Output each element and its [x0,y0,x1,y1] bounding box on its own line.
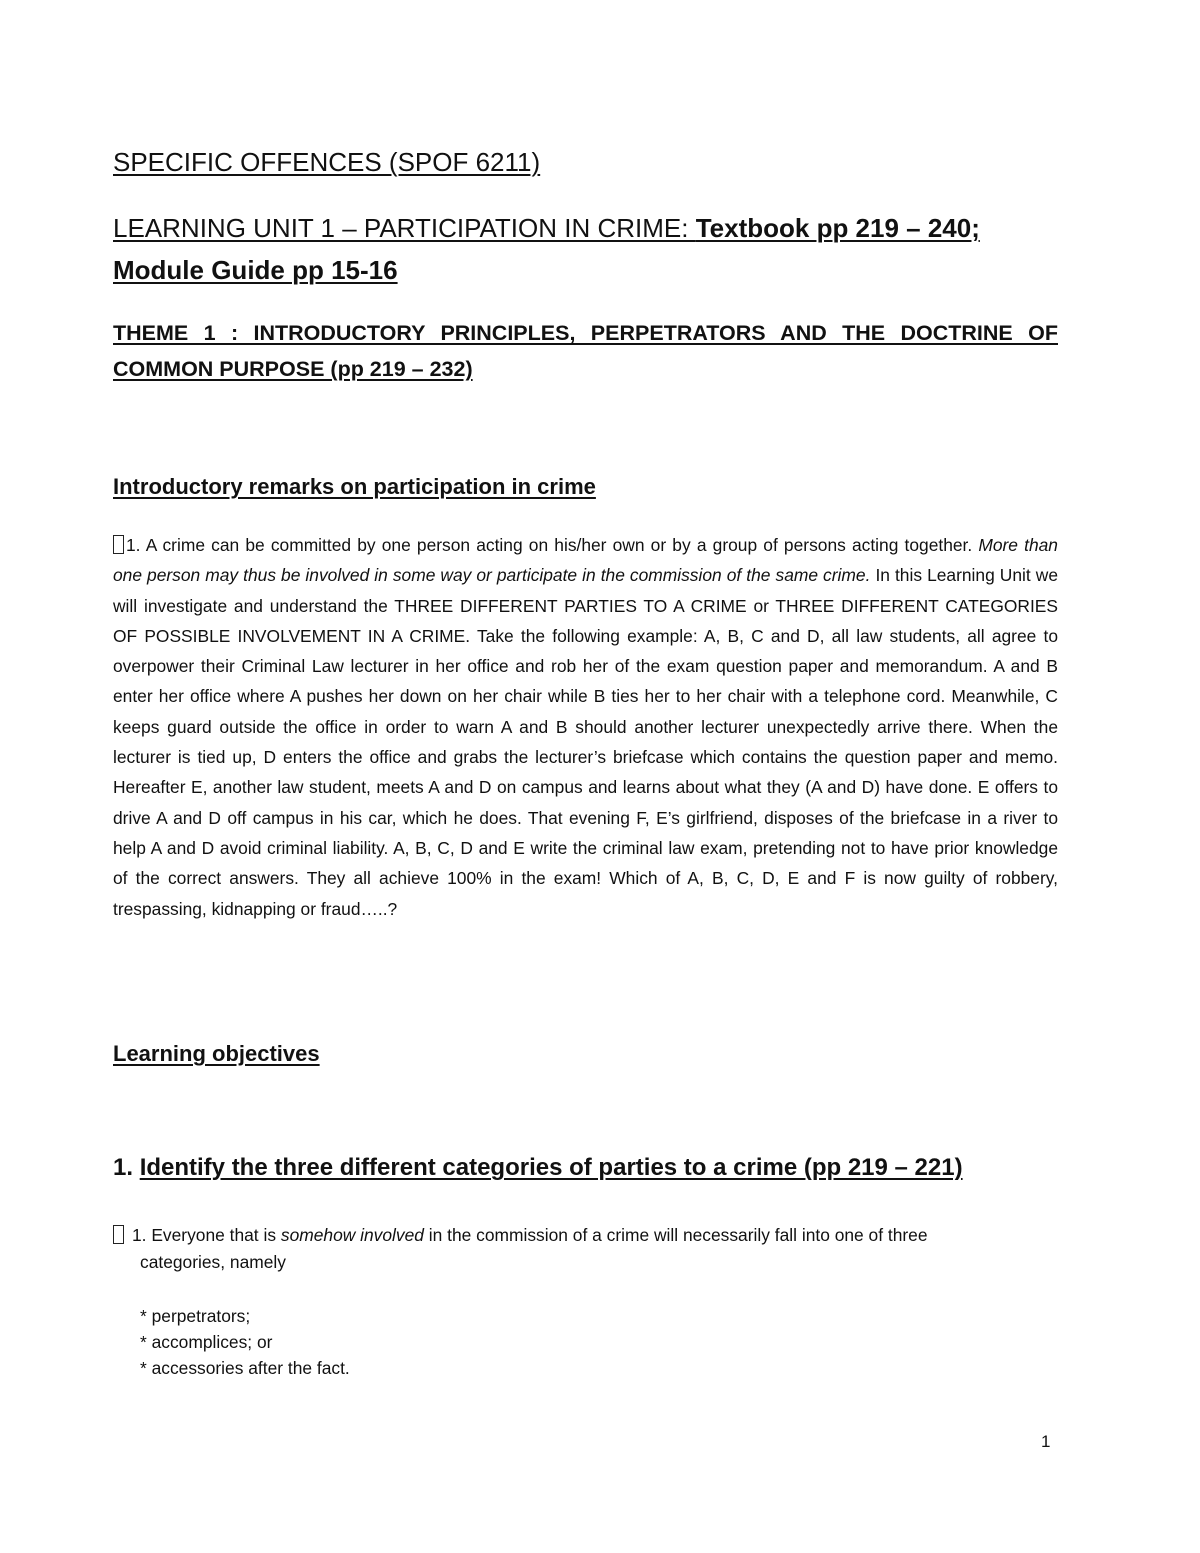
objective-1-text-c: in the commission of a crime will necessarily fall into one of three [423,1225,928,1245]
list-item: * accessories after the fact. [140,1358,350,1378]
categories-list [140,1303,740,1381]
unit-title [113,207,1058,291]
list-item: * accomplices; or [140,1332,273,1352]
intro-sentence-3: In this Learning Unit we will investigate and understand the THREE DIFFERENT PARTIES TO A CRIME or THREE DIFFERENT CATEGORIES OF POSSIBLE INVOLVEMENT IN A CRIME. Take the following example: A, B, C and D, all law students, all agree to overpower their Criminal Law lecturer in her office and rob her of the exam question paper and memorandum. A and B enter her office where A pushes her down on her chair while B ties her to her chair with a telephone cord. Meanwhile, C keeps guard outside the office in order to warn A and B should another lecturer unexpectedly arrive there. When the lecturer is tied up, D enters the office and grabs the lecturer’s briefcase which contains the question paper and memo. Hereafter E, another law student, meets A and D on campus and learns about what they (A and D) have done. E offers to drive A and D off campus in his car, which he does. That evening F, E’s girlfriend, disposes of the briefcase in a river to help A and D avoid criminal liability. A, B, C, D and E write the criminal law exam, pretending not to have prior knowledge of the correct answers. They all achieve 100% in the exam! Which of A, B, C, D, E and F is now guilty of robbery, trespassing, kidnapping or fraud…..? [113,565,1058,919]
objective-1-text-d: categories, namely [140,1252,286,1272]
objective-1-text-b: somehow involved [280,1225,424,1245]
objective-1-text-a: 1. Everyone that is [132,1225,281,1245]
objective-1-paragraph [113,1222,1058,1276]
unit-reference: Textbook pp 219 – 240; Module Guide pp 15-16 [113,213,980,285]
objectives-heading: Learning objectives [113,1041,320,1066]
page-number: 1 [1041,1432,1051,1451]
missing-glyph-icon [113,535,124,554]
objective-1-title: Identify the three different categories of parties to a crime (pp 219 – 221) [139,1154,963,1181]
intro-heading: Introductory remarks on participation in crime [113,474,596,499]
missing-glyph-icon [113,1225,124,1244]
intro-sentence-1: 1. A crime can be committed by one person acting on his/her own or by a group of persons acting together. [126,535,979,555]
course-title: SPECIFIC OFFENCES (SPOF 6211) [113,147,541,177]
list-item: * perpetrators; [140,1306,251,1326]
objective-1-heading [113,1150,1058,1186]
intro-paragraph [113,530,1058,924]
unit-prefix: LEARNING UNIT 1 – PARTICIPATION IN CRIME: [113,213,696,243]
intro-sentence-2: More than one person may thus be involved in some way or participate in the commission of the same crime. [113,535,1058,586]
theme-heading: THEME 1 : INTRODUCTORY PRINCIPLES, PERPETRATORS AND THE DOCTRINE OF COMMON PURPOSE (pp 219 – 232) [113,321,1058,381]
objective-1-number: 1. [113,1154,140,1181]
